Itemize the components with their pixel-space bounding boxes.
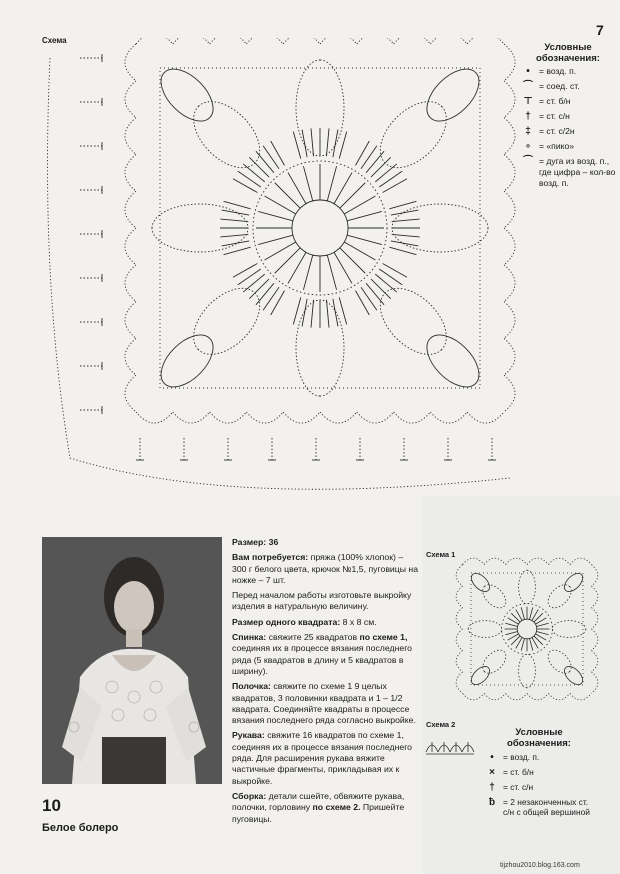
edge-arc (357, 38, 394, 44)
legend-top (520, 42, 616, 193)
stitch-mark (233, 179, 257, 193)
assembly-text-a: детали сшейте, обвяжите рукава, полочки, горловину (232, 790, 405, 813)
edge-arc (506, 558, 527, 564)
size-label: Размер: (232, 537, 267, 547)
edge-arc (504, 81, 515, 118)
edge-arc (125, 81, 136, 118)
stitch-mark (333, 299, 338, 327)
square-size-value: 8 x 8 см. (342, 616, 377, 627)
assembly-paragraph (232, 791, 420, 825)
edge-arc (591, 629, 597, 650)
edge-arc (210, 38, 247, 44)
legend-title-line1: Условные (544, 42, 592, 53)
stitch-mark (383, 179, 407, 193)
single-crochet-icon: ⊤ (523, 96, 533, 107)
edge-arc (125, 191, 136, 228)
edge-arc (125, 44, 136, 81)
stitch-mark (256, 151, 274, 172)
stitch-mark (238, 269, 261, 285)
stitch-mark (271, 291, 285, 315)
legend-item-text: = возд. п. (539, 66, 577, 76)
stitch-mark (530, 638, 533, 650)
stitch-mark (302, 130, 307, 158)
legend-item (484, 797, 594, 817)
edge-arc (125, 118, 136, 155)
stitch-mark (392, 219, 420, 222)
page-number: 7 (596, 22, 604, 38)
back-text-b: соединяя их в процессе вязания последнего ряда (5 квадратов в длину и 5 квадратов в ширину). (232, 643, 413, 676)
sleeve-paragraph (232, 730, 420, 786)
stitch-mark (521, 607, 524, 619)
stitch-mark (224, 201, 251, 208)
stitch-mark (347, 211, 382, 220)
petal-arc (544, 580, 576, 612)
inner-frame (160, 68, 480, 388)
stitch-mark (536, 632, 548, 635)
edge-arc (357, 412, 394, 423)
stitch-mark (379, 269, 402, 285)
legend-item (484, 782, 594, 793)
stitch-mark (263, 146, 279, 169)
schema1-diagram (452, 554, 602, 704)
legend-item-text: = соед. ст. (539, 81, 580, 91)
stitch-mark (366, 283, 384, 304)
instructions-text (232, 537, 420, 829)
size-line (232, 537, 420, 548)
edge-arc (504, 44, 515, 81)
chain-dot-icon: • (526, 66, 530, 77)
picot-icon: ∘ (524, 141, 532, 152)
corner-petal (561, 663, 586, 688)
edge-arc (125, 302, 136, 339)
corner-petal (418, 326, 489, 397)
edge-arc (591, 672, 597, 693)
square-size-label: Размер одного квадрата: (232, 616, 341, 627)
edge-arc (570, 693, 591, 699)
legend-title (484, 727, 594, 749)
stitch-mark (220, 219, 248, 222)
stitch-mark (311, 300, 314, 328)
edge-arc (591, 565, 597, 586)
stitch-mark (220, 234, 248, 237)
petal-arc (519, 654, 536, 688)
legend-item (520, 66, 616, 77)
stitch-mark (326, 300, 329, 328)
corner-petal (561, 570, 586, 595)
edge-arc (283, 38, 320, 44)
item-title: Белое болеро (42, 822, 119, 834)
stitch-mark (371, 279, 391, 299)
corner-petal (468, 663, 493, 688)
stitch-mark (256, 283, 274, 304)
square-size-line (232, 617, 420, 628)
edge-arc (125, 154, 136, 191)
stitch-mark (271, 141, 285, 165)
stitch-mark (339, 297, 346, 324)
edge-arc (548, 558, 569, 564)
edge-arc (504, 228, 515, 265)
legend-item (484, 767, 594, 778)
edge-arc (125, 375, 136, 412)
legend-item (484, 752, 594, 763)
center-ring (292, 200, 348, 256)
edge-arc (467, 412, 504, 423)
stitch-mark (339, 132, 346, 159)
schema2-label: Схема 2 (426, 720, 456, 729)
legend-item-text: = ст. с/2н (539, 126, 575, 136)
edge-arc (591, 586, 597, 607)
edge-arc (591, 650, 597, 671)
legend-item-text: = возд. п. (503, 752, 540, 762)
edge-arc (456, 650, 462, 671)
edge-arc (456, 672, 462, 693)
stitch-mark (293, 132, 300, 159)
edge-arc (125, 338, 136, 375)
legend-item-text: = 2 незаконченных ст. с/н с общей вершиной (503, 797, 590, 817)
stitch-mark (530, 607, 533, 619)
treble-crochet-icon: ‡ (525, 126, 531, 137)
edge-arc (136, 412, 173, 423)
stitch-mark (243, 274, 264, 292)
back-text-a: свяжите 25 квадратов (268, 632, 358, 643)
sleeve-label: Рукава: (232, 730, 265, 741)
edge-arc (504, 118, 515, 155)
stitch-mark (224, 247, 251, 254)
edge-arc (394, 412, 431, 423)
stitch-mark (375, 274, 396, 292)
edge-arc (283, 412, 320, 423)
stitch-mark (263, 287, 279, 310)
back-bold: по схеме 1, (359, 632, 408, 643)
center-ring (517, 619, 537, 639)
schema-label: Схема (42, 36, 67, 45)
edge-arc (125, 265, 136, 302)
edge-arc (430, 38, 467, 44)
edge-arc (136, 38, 173, 44)
edge-arc (527, 558, 548, 564)
corner-petal (152, 60, 223, 131)
stitch-mark (327, 255, 336, 290)
edge-arc (467, 38, 504, 44)
legend-item-text: = ст. с/н (539, 111, 570, 121)
corner-petal (152, 326, 223, 397)
edge-arc (504, 265, 515, 302)
stitch-mark (536, 623, 548, 626)
double-crochet-icon: † (489, 782, 495, 793)
legend-item (520, 156, 616, 189)
edge-arc (548, 693, 569, 699)
legend-title-line2: обозначения: (507, 738, 571, 749)
front-text: свяжите по схеме 1 9 целых квадратов, 3 половинки квадрата и 1 – 1/2 квадрата. Соединяйте квадраты в процессе вязания последнего ряда согласно выкройке. (232, 681, 416, 726)
stitch-mark (238, 171, 261, 187)
edge-arc (504, 154, 515, 191)
edge-arc (456, 608, 462, 629)
stitch-mark (326, 128, 329, 156)
edge-arc (504, 302, 515, 339)
corner-petal (468, 570, 493, 595)
corner-petal (418, 60, 489, 131)
edge-arc (504, 191, 515, 228)
stitch-mark (383, 263, 407, 277)
legend-title-line1: Условные (515, 727, 563, 738)
materials-value: пряжа (100% хлопок) – 300 г белого цвета, крючок №1,5, пуговицы на ножке – 7 шт. (232, 552, 419, 585)
stitch-mark (303, 255, 312, 290)
stitch-mark (371, 157, 391, 177)
edge-arc (456, 629, 462, 650)
stitch-mark (303, 166, 312, 201)
stitch-mark (391, 210, 419, 215)
intro-paragraph: Перед началом работы изготовьте выкройку изделия в натуральную величину. (232, 590, 412, 612)
stitch-mark (327, 166, 336, 201)
edge-arc (394, 38, 431, 44)
single-crochet-cross-icon: × (489, 767, 495, 778)
edge-arc (570, 558, 591, 564)
legend-item-text: = ст. с/н (503, 782, 534, 792)
back-label: Спинка: (232, 632, 267, 643)
edge-arc (504, 338, 515, 375)
materials-paragraph (232, 552, 420, 586)
petal-arc (544, 646, 576, 678)
stitch-mark (249, 157, 269, 177)
outer-arc (48, 58, 511, 489)
stitch-mark (222, 210, 250, 215)
stitch-mark (243, 164, 264, 182)
legend-item-text: = ст. б/н (539, 96, 571, 106)
petal-arc (478, 646, 510, 678)
edge-arc (456, 586, 462, 607)
edge-arc (506, 693, 527, 699)
stitch-mark (361, 287, 377, 310)
stitch-mark (258, 235, 293, 244)
item-number: 10 (42, 796, 61, 815)
edge-arc (210, 412, 247, 423)
size-value: 36 (268, 537, 279, 547)
stitch-mark (521, 638, 524, 650)
front-label: Полочка: (232, 681, 271, 692)
schema1-label: Схема 1 (426, 550, 456, 559)
petal-arc (468, 621, 502, 638)
cluster-icon: ƀ (488, 797, 496, 808)
legend-item (520, 96, 616, 107)
edge-arc (320, 412, 357, 423)
stitch-mark (391, 241, 419, 246)
edge-arc (246, 412, 283, 423)
stitch-mark (355, 141, 369, 165)
stitch-mark (389, 247, 416, 254)
footer-url: tijzhou2010.blog.163.com (500, 862, 580, 869)
edge-arc (125, 228, 136, 265)
edge-arc (463, 558, 484, 564)
sleeve-text: свяжите 16 квадратов по схеме 1, соединяя их в процессе вязания последнего ряда. Для расширения рукава вяжите частичные фрагменты, прикладывая их к выкройке. (232, 730, 413, 786)
edge-arc (246, 38, 283, 44)
main-crochet-diagram (30, 38, 520, 528)
assembly-text-b: Пришейте пуговицы. (232, 802, 405, 824)
legend-item (520, 141, 616, 152)
edge-arc (173, 38, 210, 44)
legend-item-text: = дуга из возд. п., где цифра – кол-во возд. п. (539, 156, 616, 188)
stitch-mark (302, 299, 307, 327)
stitch-mark (233, 263, 257, 277)
stitch-mark (347, 235, 382, 244)
edge-arc (527, 693, 548, 699)
double-crochet-icon: † (525, 111, 531, 122)
stitch-mark (375, 164, 396, 182)
stitch-mark (258, 211, 293, 220)
legend-item (520, 111, 616, 122)
assembly-bold: по схеме 2. (312, 802, 361, 813)
stitch-mark (392, 234, 420, 237)
arc-icon: ⌒ (523, 156, 533, 167)
edge-arc (484, 558, 505, 564)
edge-arc (591, 608, 597, 629)
edge-arc (456, 565, 462, 586)
stitch-mark (333, 130, 338, 158)
stitch-mark (505, 632, 517, 635)
petal-arc (519, 570, 536, 604)
stitch-mark (355, 291, 369, 315)
legend-item (520, 126, 616, 137)
materials-label: Вам потребуется: (232, 552, 309, 563)
schema2-diagram (424, 734, 476, 756)
legend-title-line2: обозначения: (536, 53, 600, 64)
edge-arc (320, 38, 357, 44)
inner-frame (471, 573, 583, 685)
stitch-mark (293, 297, 300, 324)
chain-dot-icon: • (490, 752, 494, 763)
stitch-mark (311, 128, 314, 156)
petal-arc (552, 621, 586, 638)
edge-arc (463, 693, 484, 699)
stitch-mark (249, 279, 269, 299)
model-photo (42, 537, 222, 784)
slip-stitch-icon: ⌒ (523, 81, 533, 92)
edge-arc (484, 693, 505, 699)
edge-arc (504, 375, 515, 412)
back-paragraph (232, 632, 420, 677)
stitch-mark (366, 151, 384, 172)
stitch-mark (361, 146, 377, 169)
front-paragraph (232, 681, 420, 726)
legend-title (520, 42, 616, 64)
assembly-label: Сборка: (232, 790, 267, 801)
petal-arc (478, 580, 510, 612)
edge-arc (173, 412, 210, 423)
legend-item-text: = «пико» (539, 141, 575, 151)
stitch-mark (379, 171, 402, 187)
stitch-mark (389, 201, 416, 208)
legend-bottom (484, 727, 594, 821)
edge-arc (430, 412, 467, 423)
stitch-mark (505, 623, 517, 626)
legend-item (520, 81, 616, 92)
stitch-mark (222, 241, 250, 246)
legend-item-text: = ст. б/н (503, 767, 534, 777)
